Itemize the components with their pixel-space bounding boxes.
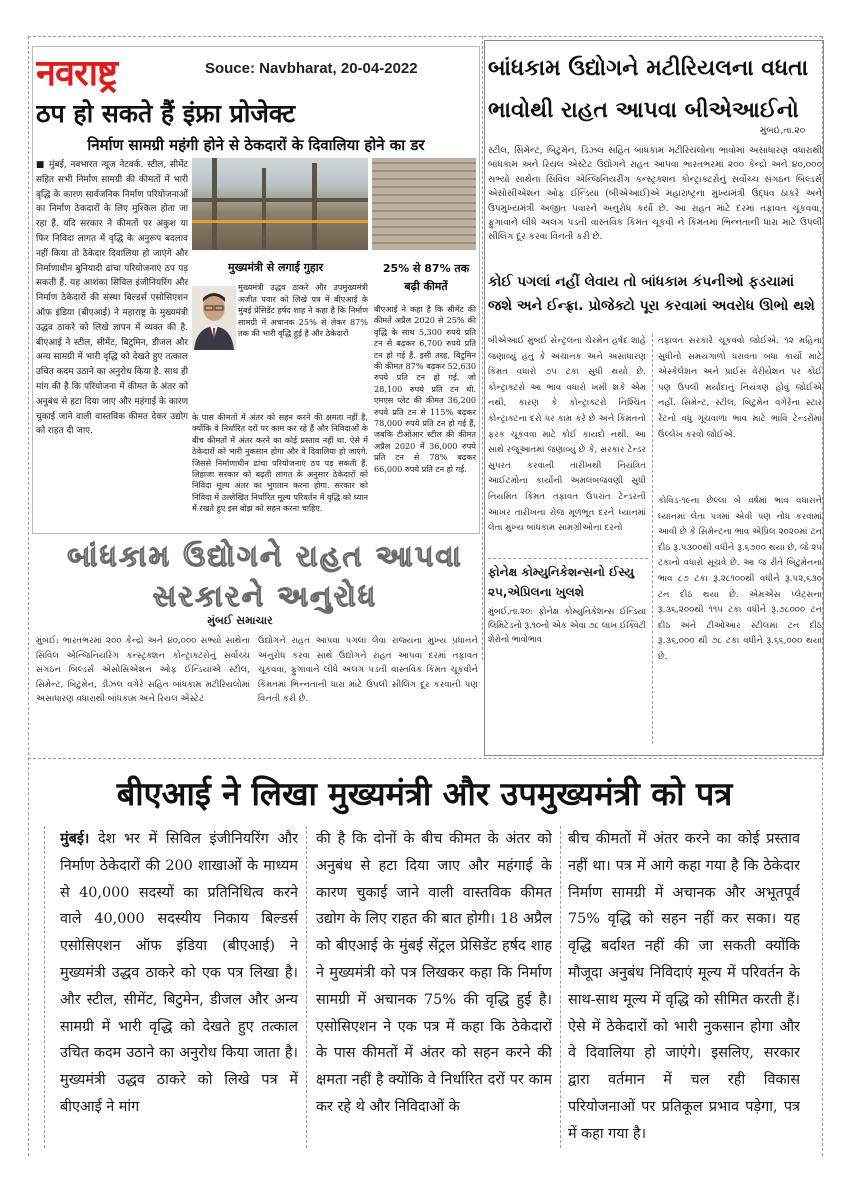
navbharat-body-text-1: ■ मुंबई, नवभारत न्यूज नेटवर्क. स्टील, सीमेंट सहित सभी निर्माण सामग्री की कीमतों में भारी वृद्धि के कारण सार्वजनिक निर्माण परियोजनाओं का निर्माण ठेकदारों के लिए मुश्किल होता जा रहा है. यदि सरकार ने कीमतों पर अंकुश या फिर निविदा लागत में वृद्धि के अनुरूप बदलाव नहीं किया तो ठेकेदार दिवालिया हो जाएंगे और निर्माणाधीन बुनियादी ढांचा परियोजनाएं ठप पड़ सकती हैं. यह आशंका सिविल इंजीनियरिंग और निर्माण ठेकेदारों की संस्था बिल्डर्स एसोसिएशन ऑफ इंडिया (बीएआई) ने महाराष्ट्र के मुख्यमंत्री उद्धव ठाकरे को लिखे ज्ञापन में व्यक्त की है. बीएआई ने स्टील, सीमेंट, बिटुमिन, डीजल और अन्य सामग्री में भारी वृद्धि को देखते हुए तत्काल उचित कदम उठाने का अनुरोध किया है. साथ ही मांग की है कि परियोजना में कीमत के अंतर को अनुबंध से हटा दिया जाए और महंगाई के कारण चुकाई जाने वाली वास्तविक कीमत देकर उद्योग को राहत दी जाए. xyxy=(36,160,188,437)
main-article-column-1 xyxy=(60,826,298,1148)
steel-bars-photo xyxy=(372,158,476,250)
phonex-issue-body: મુંબઈ,તા.૨૦: ફોનેક્ષ કોમ્યુનિકેશન્સ ઈન્ડિયા લિમિટેડનો રૂ.૧૦નો એક એવા ૭૮ લાખ ઈક્વિટી શેરોનો ભાવોભાવ xyxy=(488,606,646,644)
main-article-column-2: की है कि दोनों के बीच कीमत के अंतर को अनुबंध से हटा दिया जाए और महंगाई के कारण चुकाई जाने वाली वास्तविक कीमत उद्योग के लिए राहत की बात होगी। 18 अप्रैल को बीएआई के मुंबई सेंट्रल प्रेसिडेंट हर्षद शाह ने मुख्यमंत्री को पत्र लिखकर कहा कि निर्माण सामग्री में अचानक 75% की वृद्धि हुई है। एसोसिएशन ने एक पत्र में कहा कि ठेकेदारों के पास कीमतों में अंतर को सहन करने की क्षमता नहीं है क्योंकि वे निर्धारित दरों पर काम कर रहे थे और निविदाओं के xyxy=(316,831,552,1115)
main-article-column-1-text: देश भर में सिविल इंजीनियरिंग और निर्माण ठेकेदारों की 200 शाखाओं के माध्यम से 40,000 सदस्यों का प्रतिनिधित्व करने वाले 40,000 सदस्यीय निकाय बिल्डर्स एसोसिएशन ऑफ इंडिया (बीएआई) ने मुख्यमंत्री उद्धव ठाकरे को एक पत्र लिखा है। और स्टील, सीमेंट, बिटुमेन, डीजल और अन्य सामग्री में भारी वृद्धि को देखते हुए तत्काल उचित कदम उठाने का अनुरोध किया जाता है। मुख्यमंत्री उद्धव ठाकरे को लिखे पत्र में बीएआई ने मांग xyxy=(60,831,298,1115)
navbharat-body-text-4: बीएआई ने कहा है कि सीमेंट की कीमतें अप्रैल 2020 से 25% की वृद्धि के साथ 5,300 रुपये प्रति टन से बढ़कर 6,700 रुपये प्रति टन हो गई हैं. इसी तरह, बिटुमिन की कीमत 87% बढ़कर 52,630 रुपये प्रति टन हो गई. जो 28,100 रुपये प्रति टन थी. एमएस प्लेट की कीमत 36,200 रुपये प्रति टन से 115% बढ़कर 78,000 रुपये प्रति टन हो गई हैं, जबकि टीओआर स्टील की कीमत अप्रैल 2020 में 36,000 रुपये प्रति टन से 78% बढ़कर 66,000 रुपये प्रति टन हो गई. xyxy=(374,304,476,474)
gujarati-body-text-1: સ્ટીલ, સિમેન્ટ, બિટુમેન, ડિઝલ સહિત બાંધકામ મટીરિયલોના ભાવોમાં અસાધારણ વધારાથી બાંધકામ અને રિયલ એસ્ટેટ ઉદ્યોગને રાહત આપવા ભારતભરમાં ૨૦૦ કેન્દ્રો અને ૪૦,૦૦૦ સભ્યો સાથેના સિવિલ એન્જિનિયરીંગ કન્સ્ટ્રક્શન કોન્ટ્રાક્ટરોનું સર્વોચ્ચ સંગઠન બિલ્ડર્સ એસોસીએશન ઓફ ઈન્ડિયા (બીએઆઈ)એ મહારાષ્ટ્રના મુખ્યમંત્રી ઉદ્ધવ ઠાકરે અને ઉપમુખ્યમંત્રી અજીત પવારને અનુરોધ કર્યો છે. આ રાહત માટે દરમાં તફાવત ચૂકવવા, ફુગાવાને લીધે અલગ પડતી વાસ્તવિક કિંમત ચૂકવી ને કિંમતમાં ભિન્નતાની ધારા માટે ઉપલી સીલિંગ દૂર કરવા વિનંતી કરી છે. xyxy=(488,146,822,243)
navbharat-cm-heading: मुख्यमंत्री से लगाई गुहार xyxy=(228,261,324,274)
main-column-rule-1 xyxy=(44,826,45,1148)
main-column-rule-3 xyxy=(560,826,561,1148)
main-article-top-rule xyxy=(28,758,822,759)
navbharat-subheadline: निर्माण सामग्री महंगी होने से ठेकदारों के दिवालिया होने का डर xyxy=(87,136,425,154)
navbharat-body-text-2: मुख्यमंत्री उद्धव ठाकरे और उपमुख्यमंत्री अजीत पवार को लिखे पत्र में बीएआई के मुंबई प्रेसिडेंट हर्षद शाह ने कहा है कि निर्माण सामग्री में अचानक 25% से लेकर 87% तक की भारी वृद्धि हुई है और ठेकेदारों xyxy=(238,282,368,339)
source-label: Souce: Navbharat, 20-04-2022 xyxy=(205,60,418,77)
main-article-column-3: बीच कीमतों में अंतर करने का कोई प्रस्ताव नहीं था। पत्र में आगे कहा गया है कि ठेकेदार निर्माण सामग्री में अचानक और अभूतपूर्व 75% वृद्धि को सहन नहीं कर सका। यह वृद्धि बर्दाश्त नहीं की जा सकती क्योंकि मौजूदा अनुबंध निविदाएं मूल्य में परिवर्तन के साथ-साथ मूल्य में वृद्धि को सीमित करती हैं। ऐसे में ठेकेदारों को भारी नुकसान होगा और वे दिवालिया हो जाएंगे। इसलिए, सरकार द्वारा वर्तमान में चल रही विकास परियोजनाओं पर प्रतिकूल प्रभाव पड़ेगा, पत्र में कहा गया है। xyxy=(568,831,800,1142)
main-article-headline: बीएआई ने लिखा मुख्यमंत्री और उपमुख्यमंत्री को पत्र xyxy=(116,775,733,813)
top-margin-rule xyxy=(28,36,822,37)
harshad-shah-portrait xyxy=(192,286,236,350)
phonex-issue-heading: ફોનેક્ષ કોમ્યુનિકેશન્સનો ઈસ્યુ ૨૫,એપ્રિલના ખુલશે xyxy=(488,565,635,599)
left-margin-rule xyxy=(28,36,29,1156)
navbharat-headline: ठप हो सकते हैं इंफ्रा प्रोजेक्ट xyxy=(36,99,296,128)
gujarati-dateline: મુંબઈ,તા.૨૦ xyxy=(760,126,806,136)
mumbai-samachar-body-text-2: ઉદ્યોગને રાહત આપવા પગલાં લેવા રાજ્યના મુખ્ય પ્રધાનને અનુરોધ કરવા સાથે ઉદ્યોગને રાહત આપવા દરમાં તફાવત ચૂકવવા, ફુગાવાને લીધે અલગ પડતી વાસ્તવિક કિંમત ચૂકવીને કિંમતમાં ભિન્નતાની ધારા માટે ઉપલી સીલિંગ દૂર કરવાની પણ વિનંતી કરી છે. xyxy=(258,636,478,705)
main-article-dateline: मुंबई। xyxy=(60,830,90,847)
navbharat-masthead-logo: नवराष्ट्र xyxy=(36,53,118,94)
gujarati-body-text-4: કોવિડ-૧૯ના છેલ્લા બે વર્ષમાં ભાવ વધારાને ધ્યાનમાં લેતા પત્રમાં એવી પણ નોંધ કરવામાં આવી છે કે સિમેન્ટના ભાવ એપ્રિલ ૨૦૨૦માં ટન દીઠ રૂ.૫૩૦૦થી વધીને રૂ.૬૭૦૦ થયા છે, જે ૨૫ ટકાનો વધારો સૂચવે છે. આ જ રીતે બિટુમેનના ભાવ ૮૭ ટકા રૂ.૨૮૧૦૦થી વધીને રૂ.૫૨,૬૩૦ ટન દીઠ થયા છે. એમએસ પ્લેટ્સના રૂ.૩૬,૨૦૦થી ૧૧૫ ટકા વધીને રૂ.૭૮૦૦૦ ટન દીઠ અને ટીઓઆર સ્ટીલમાં ટન દીઠ રૂ.૩૬,૦૦૦ થી ૭૮ ટકા વધીને રૂ.૬૬,૦૦૦ થયા છે. xyxy=(658,496,822,662)
gujarati-body-text-3: તફાવત સરકારે ચૂકવવો જોઈએ. ૧૨ મહિના સુધીનો સમયગાળો ધરાવતા બધા કાર્યો માટે એસ્કેલેશન અને પ્રાઈસ વેરીયેશન પર કોઈ પણ ઉપલી મર્યાદાનું નિયંત્રણ હોવું જોઈએ નહીં. સિમેન્ટ, સ્ટીલ, બિટુમેન વગેરેના સ્ટાર રેટનો વધુ ગૂંચવાળા ભાવ માટે ભાવિ ટેન્ડરોમાં ઉલ્લેખ કરવો જોઈએ. xyxy=(658,336,822,440)
main-column-rule-2 xyxy=(306,826,307,1148)
mumbai-samachar-headline: બાંધકામ ઉદ્યોગને રાહત આપવા સરકારને અનુરોધ xyxy=(67,539,463,613)
construction-site-photo xyxy=(192,158,368,250)
gujarati-headline: બાંધકામ ઉદ્યોગને મટીરિયલના વધતા ભાવોથી રાહત આપવા બીએઆઈનો xyxy=(488,56,809,123)
clipping-divider-vertical xyxy=(482,36,483,660)
gujarati-section-rule xyxy=(488,558,648,559)
navbharat-body-text-3: के पास कीमतों में अंतर को सहन करने की क्षमता नहीं है, क्योंकि वे निर्धारित दरों पर काम कर रहे हैं और निविदाओं के बीच कीमतों में अंतर करने का कोई प्रस्ताव नहीं था. ऐसे में ठेकेदारों को भारी नुकसान होगा और वे दिवालिया हो जाएंगे. जिससे निर्माणाधीन ढांचा परियोजनाएं ठप पड़ सकती हैं. लिहाजा सरकार को बढ़ती लागत के अनुसार ठेकेदारों को निविदा मूल्य अंतर का भुगतान करना होगा. सरकार को निविदा में उल्लेखित निर्धारित मूल्य परिवर्तन में वृद्धि को ध्यान में रखते हुए इस बोझ को सहन करना चाहिए. xyxy=(192,412,368,514)
gujarati-body-text-2: બીએઆઈ મુંબઈ સેન્ટ્રલના ચેરમેન હર્ષદ શાહે જણાવ્યું હતું કે અચાનક અને અસાધારણ કિંમત વધારો ૭૫ ટકા સુધી થયો છે. કોન્ટ્રાક્ટરો આ ભાવ વધારો ખમી શકે એમ નથી, કારણ કે કોન્ટ્રાક્ટરો નિશ્ચિત કોન્ટ્રાક્ટના દરો પર કામ કરે છે અને કિંમતનો ફરક ચૂકવવા માટે કોઈ કાયદો નથી. આ સાથે રજૂઆતમાં જણાવ્યું છે કે, સરકાર ટેન્ડર સુપરત કરવાની તારીખથી નિયંત્રિત આઈટમોના કાર્યોની અમલબજવણી સુધી નિયમિત કિંમત તફાવત ઉપરાંત ટેન્ડરની આખર તારીખના રોજ મૂળભૂત દરને ધ્યાનમાં લેતા મુખ્ય બાંધકામ સામગ્રીઓના દરનો xyxy=(488,336,646,534)
gujarati-column-rule xyxy=(652,334,653,744)
mumbai-samachar-body-text-1: મુંબઈ: ભારતભરમાં ૨૦૦ કેન્દ્રો અને ૪૦,૦૦૦ સભ્યો સાથેના સિવિલ એન્જિનિયરિંગ કન્સ્ટ્રક્શન કોન્ટ્રાક્ટરોનું સર્વોચ્ચ સંગઠન બિલ્ડર્સ એસોસિએશન ઓફ ઈન્ડિયાએ સ્ટીલ, સિમેન્ટ, બિટુમેન, ડીઝલ વગેરે સહિત બાંધકામ મટીરિયલોમાં અસાધારણ વધારાથી બાંધકામ અને રિયલ એસ્ટેટ xyxy=(36,636,250,705)
mumbai-samachar-source: મુંબઈ સમાચાર xyxy=(207,614,273,627)
navbharat-price-rise-heading: 25% से 87% तक बढ़ी कीमतें xyxy=(382,262,470,293)
gujarati-subheadline: કોઈ પગલાં નહીં લેવાય તો બાંધકામ કંપનીઓ ફડચામાં જશે અને ઈન્ફ્રા. પ્રોજેક્ટો પૂરા કરવામાં અવરોધ ઊભો થશે xyxy=(488,274,815,314)
